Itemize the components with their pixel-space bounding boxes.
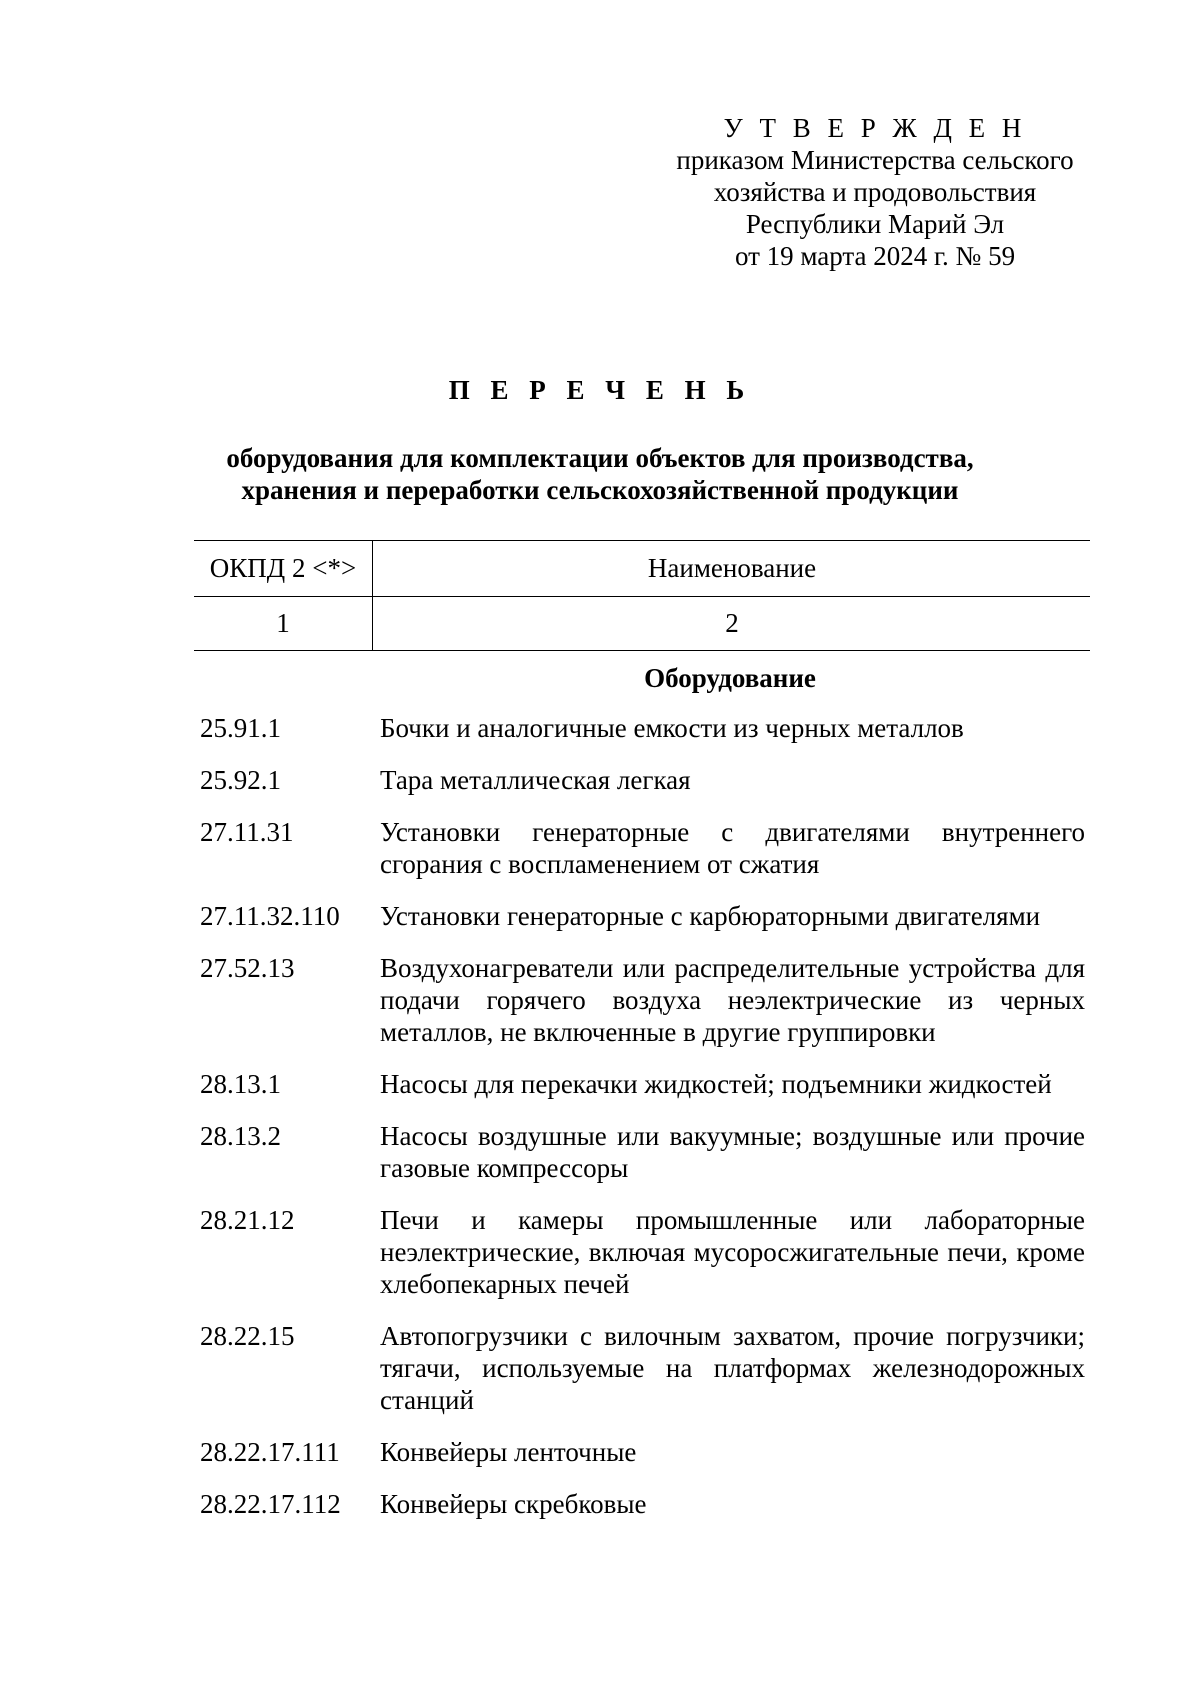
approval-date-line: от 19 марта 2024 г. № 59: [734, 241, 1016, 271]
table-row: [200, 1488, 1085, 1520]
subtitle-line: оборудования для комплектации объектов для производства,: [226, 443, 974, 473]
okpd-code: 27.52.13: [200, 953, 295, 983]
equipment-name: Воздухонагреватели или распределительные устройства для подачи горячего воздуха неэлектрические из черных металлов, не включенные в другие группировки: [380, 953, 1085, 1047]
table-header-rule: [194, 596, 1090, 597]
document-subtitle: [0, 442, 1200, 506]
equipment-name: Установки генераторные с двигателями внутреннего сгорания с воспламенением от сжатия: [380, 817, 1085, 879]
table-top-rule: [194, 540, 1090, 541]
column-number-1: 1: [276, 608, 290, 638]
equipment-name: Бочки и аналогичные емкости из черных металлов: [380, 713, 964, 743]
table-row: [200, 900, 1085, 932]
table-row: [200, 816, 1085, 880]
table-row: [200, 1204, 1085, 1300]
equipment-name: Насосы для перекачки жидкостей; подъемники жидкостей: [380, 1069, 1052, 1099]
okpd-code: 28.22.17.112: [200, 1489, 341, 1519]
equipment-name: Конвейеры ленточные: [380, 1437, 637, 1467]
okpd-code: 27.11.32.110: [200, 901, 340, 931]
equipment-table-body: [200, 712, 1085, 1540]
document-title: П Е Р Е Ч Е Н Ь: [448, 375, 752, 405]
table-header-bottom-rule: [194, 650, 1090, 651]
okpd-code: 25.91.1: [200, 713, 281, 743]
table-row: [200, 1068, 1085, 1100]
equipment-name: Установки генераторные с карбюраторными двигателями: [380, 901, 1041, 931]
table-row: [200, 1436, 1085, 1468]
header-okpd: ОКПД 2 <*>: [209, 553, 357, 583]
header-name: Наименование: [647, 553, 817, 583]
table-row: [200, 1320, 1085, 1416]
table-row: [200, 952, 1085, 1048]
table-row: [200, 712, 1085, 744]
equipment-name: Автопогрузчики с вилочным захватом, прочие погрузчики; тягачи, используемые на платформах железнодорожных станций: [380, 1321, 1085, 1415]
approval-block: [650, 112, 1100, 272]
okpd-code: 27.11.31: [200, 817, 294, 847]
approval-line: хозяйства и продовольствия: [713, 177, 1037, 207]
equipment-name: Тара металлическая легкая: [380, 765, 691, 795]
okpd-code: 28.13.2: [200, 1121, 281, 1151]
okpd-code: 28.22.17.111: [200, 1437, 340, 1467]
okpd-code: 28.22.15: [200, 1321, 295, 1351]
equipment-name: Насосы воздушные или вакуумные; воздушные или прочие газовые компрессоры: [380, 1121, 1085, 1183]
table-column-divider: [372, 540, 373, 650]
approval-line: Республики Марий Эл: [745, 209, 1005, 239]
okpd-code: 28.13.1: [200, 1069, 281, 1099]
okpd-code: 25.92.1: [200, 765, 281, 795]
table-row: [200, 1120, 1085, 1184]
equipment-name: Конвейеры скребковые: [380, 1489, 647, 1519]
okpd-code: 28.21.12: [200, 1205, 295, 1235]
column-number-2: 2: [725, 608, 739, 638]
approval-title: У Т В Е Р Ж Д Е Н: [723, 113, 1027, 143]
approval-line: приказом Министерства сельского: [676, 145, 1074, 175]
section-title: Оборудование: [644, 663, 816, 693]
subtitle-line: хранения и переработки сельскохозяйственной продукции: [241, 475, 959, 505]
table-row: [200, 764, 1085, 796]
equipment-name: Печи и камеры промышленные или лабораторные неэлектрические, включая мусоросжигательные печи, кроме хлебопекарных печей: [380, 1205, 1085, 1299]
